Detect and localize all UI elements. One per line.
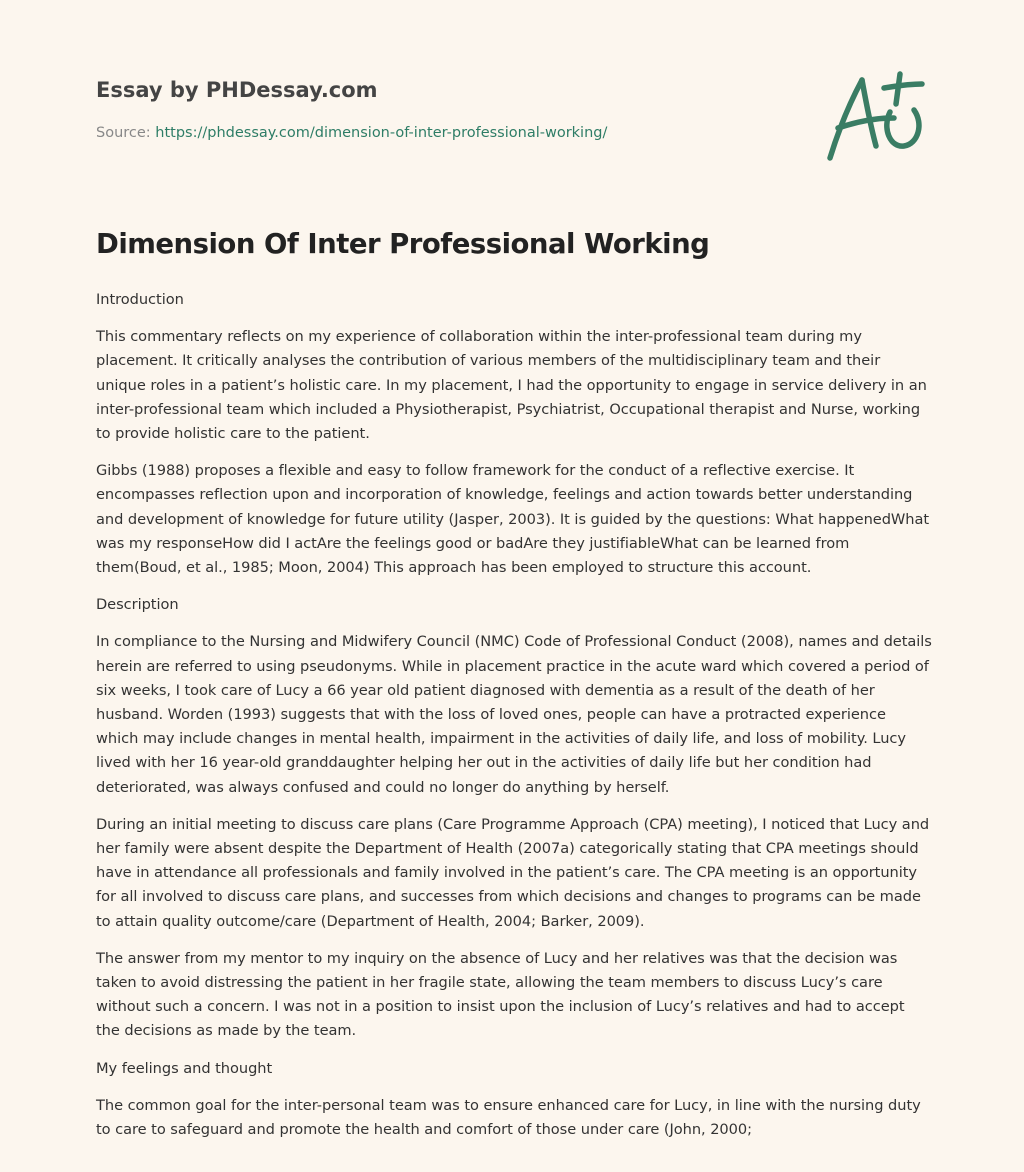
essay-content bbox=[96, 222, 932, 1155]
section-heading-description: Description bbox=[96, 596, 179, 614]
essay-title: Dimension Of Inter Professional Working bbox=[96, 228, 710, 260]
section-heading-introduction: Introduction bbox=[96, 291, 184, 308]
source-label: Source: bbox=[96, 125, 156, 141]
a-plus-logo-icon bbox=[820, 66, 930, 166]
essay-paragraph: The common goal for the inter-personal team was to ensure enhanced care for Lucy, in line with the nursing duty to care to safeguard and promote the health and comfort of those under care (John, 2000; bbox=[96, 1096, 921, 1139]
essay-paragraph: During an initial meeting to discuss care plans (Care Programme Approach (CPA) meeting), I noticed that Lucy and her family were absent despite the Department of Health (2007a) categorically stating that CPA meetings should have in attendance all professionals and family involved in the patient’s care. The CPA meeting is an opportunity for all involved to discuss care plans, and successes from which decisions and changes to programs can be made to attain quality outcome/care (Department of Health, 2004; Barker, 2009). bbox=[96, 815, 930, 930]
essay-header bbox=[96, 76, 796, 143]
essay-paragraph: Gibbs (1988) proposes a flexible and easy to follow framework for the conduct of a reflective exercise. It encompasses reflection upon and incorporation of knowledge, feelings and action towards better understanding and development of knowledge for future utility (Jasper, 2003). It is guided by the questions: What happenedWhat was my responseHow did I actAre the feelings good or badAre they justifiableWhat can be learned from them(Boud, et al., 1985; Moon, 2004) This approach has been employed to structure this account. bbox=[96, 462, 930, 577]
site-title: Essay by PHDessay.com bbox=[96, 78, 378, 102]
source-line bbox=[96, 123, 796, 143]
essay-paragraph: This commentary reflects on my experience of collaboration within the inter-professional team during my placement. It critically analyses the contribution of various members of the multidisciplinary team and their unique roles in a patient’s holistic care. In my placement, I had the opportunity to engage in service delivery in an inter-professional team which included a Physiotherapist, Psychiatrist, Occupational therapist and Nurse, working to provide holistic care to the patient. bbox=[96, 328, 927, 443]
essay-paragraph: In compliance to the Nursing and Midwifery Council (NMC) Code of Professional Conduct (2008), names and details herein are referred to using pseudonyms. While in placement practice in the acute ward which covered a period of six weeks, I took care of Lucy a 66 year old patient diagnosed with dementia as a result of the death of her husband. Worden (1993) suggests that with the loss of loved ones, people can have a protracted experience which may include changes in mental health, impairment in the activities of daily life, and loss of mobility. Lucy lived with her 16 year-old granddaughter helping her out in the activities of daily life but her condition had deteriorated, was always confused and could no longer do anything by herself. bbox=[96, 633, 932, 796]
essay-paragraph: The answer from my mentor to my inquiry on the absence of Lucy and her relatives was that the decision was taken to avoid distressing the patient in her fragile state, allowing the team members to discuss Lucy’s care without such a concern. I was not in a position to insist upon the inclusion of Lucy’s relatives and had to accept the decisions as made by the team. bbox=[96, 949, 905, 1040]
source-link[interactable]: https://phdessay.com/dimension-of-inter-professional-working/ bbox=[155, 125, 608, 141]
section-heading-feelings: My feelings and thought bbox=[96, 1059, 273, 1077]
